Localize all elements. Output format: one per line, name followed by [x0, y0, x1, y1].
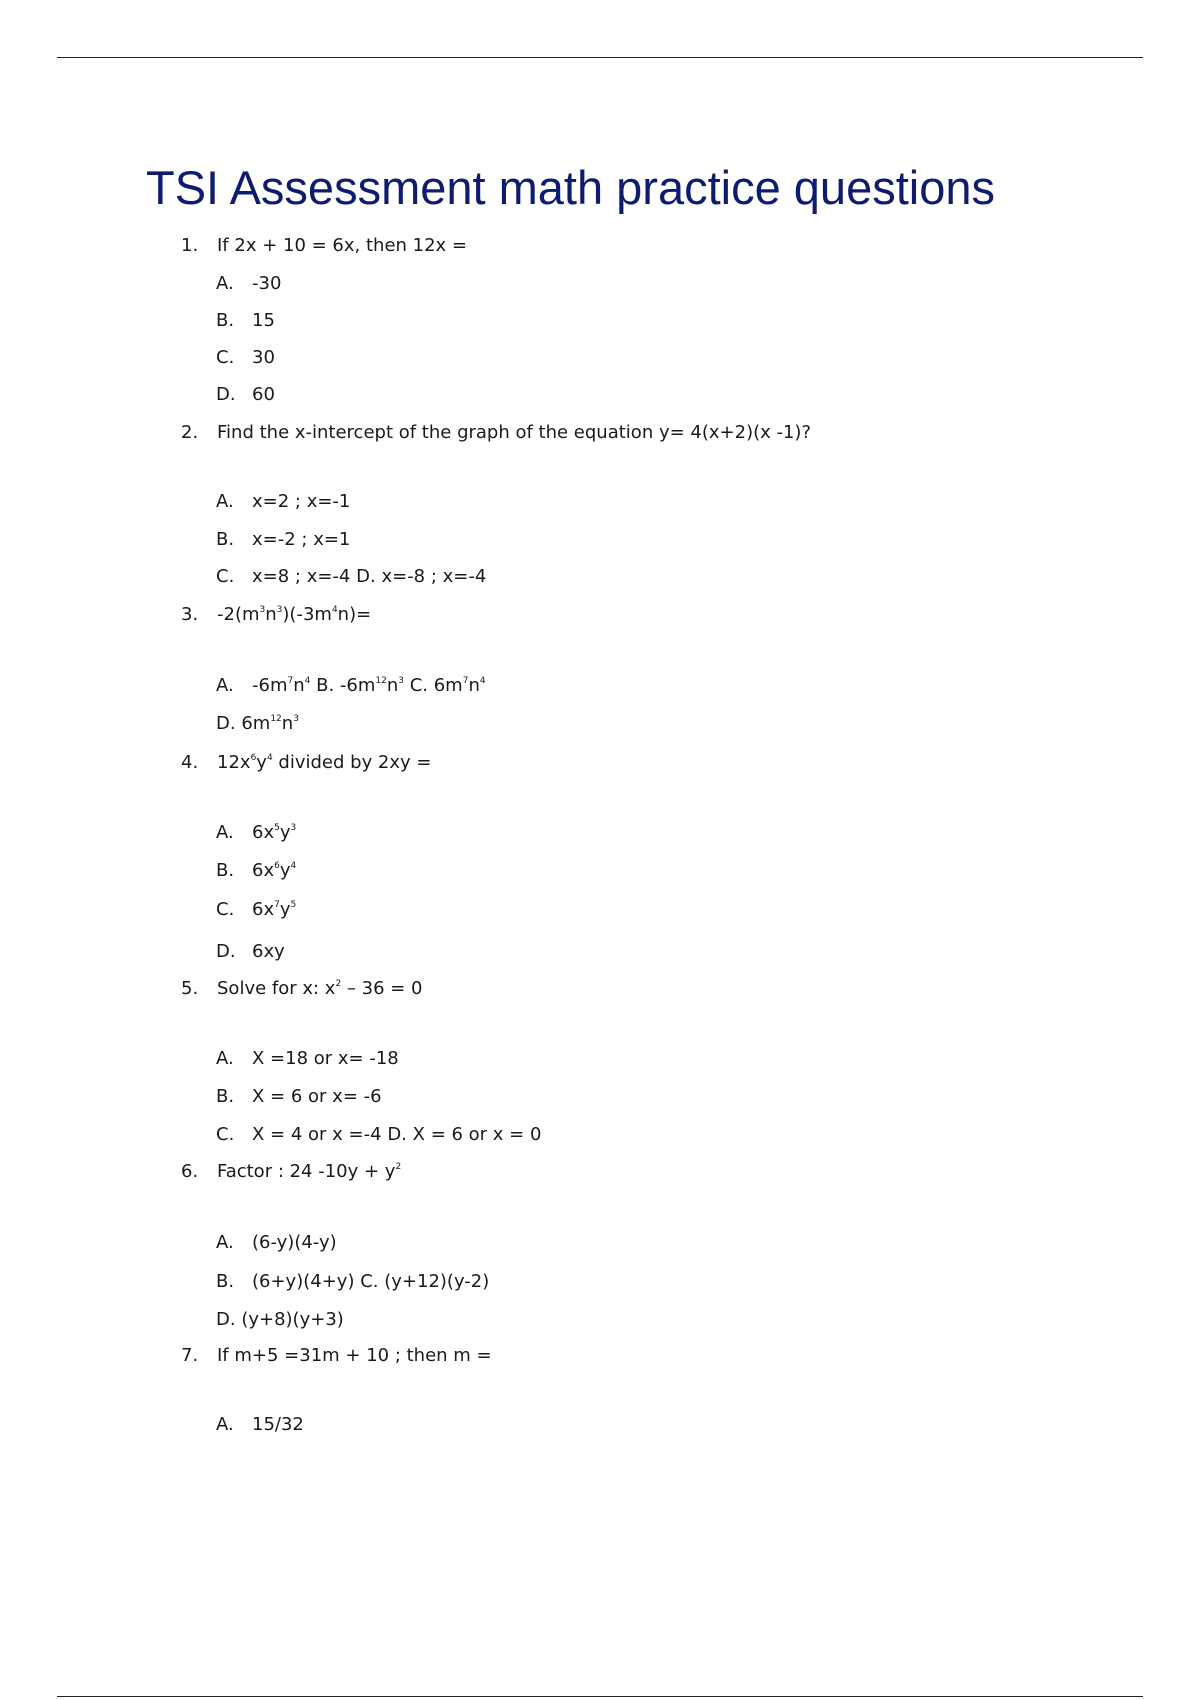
- question-number: 1.: [181, 235, 199, 256]
- bottom-rule: [57, 1696, 1143, 1697]
- option-letter: B.: [216, 1086, 235, 1107]
- option-letter: A.: [216, 1414, 234, 1435]
- option-3a: [216, 675, 486, 696]
- option-text: $6x^7y^5$: [252, 899, 297, 920]
- option-letter: C.: [216, 899, 235, 920]
- option-letter: B.: [216, 860, 235, 881]
- question-text: If m+5 =31m + 10 ; then m =: [217, 1345, 492, 1366]
- option-2a: [216, 491, 350, 512]
- option-text: x=2 ; x=-1: [252, 491, 351, 512]
- option-letter: B.: [216, 529, 235, 550]
- option-letter: B.: [216, 310, 235, 331]
- question-5: [181, 978, 423, 999]
- option-letter: A.: [216, 675, 234, 696]
- option-letter: D.: [216, 713, 236, 734]
- option-text: 15: [252, 310, 275, 331]
- option-letter: A.: [216, 822, 234, 843]
- option-text: (y+8)(y+3): [241, 1309, 344, 1330]
- option-5c: [216, 1124, 541, 1145]
- page-title: TSI Assessment math practice questions: [146, 161, 995, 214]
- question-number: 6.: [181, 1161, 199, 1182]
- option-5b: [216, 1086, 382, 1107]
- question-text: Solve for x: $x^2 - 36 = 0$: [217, 978, 423, 999]
- question-text: Factor : 24 $-10y + y^2$: [217, 1161, 402, 1182]
- option-letter: C.: [216, 347, 235, 368]
- question-7: [181, 1345, 492, 1366]
- option-6a: [216, 1232, 337, 1253]
- question-3: [181, 604, 371, 625]
- option-7a: [216, 1414, 304, 1435]
- option-6d: [216, 1309, 344, 1330]
- inline-option-letter: C.: [360, 1271, 379, 1292]
- option-letter: B.: [216, 1271, 235, 1292]
- question-4: [181, 752, 432, 773]
- inline-option-letter: D.: [387, 1124, 407, 1145]
- option-letter: A.: [216, 491, 234, 512]
- question-1: [181, 235, 467, 256]
- option-text: $-6m^7n^4$ B. $-6m^{12}n^3$ C. $6m^7n^4$: [252, 675, 486, 696]
- option-2c: [216, 566, 486, 587]
- question-number: 7.: [181, 1345, 199, 1366]
- option-6b: [216, 1271, 489, 1292]
- question-text: $-2(m^3n^3)(-3m^4n)=$: [217, 604, 372, 625]
- top-rule: [57, 57, 1143, 58]
- option-letter: D.: [216, 941, 236, 962]
- question-number: 3.: [181, 604, 199, 625]
- option-text: 6xy: [252, 941, 285, 962]
- question-text: $12x^6y^4$ divided by 2xy =: [217, 752, 432, 773]
- option-letter: C.: [216, 1124, 235, 1145]
- option-text: x=-2 ; x=1: [252, 529, 351, 550]
- option-letter: A.: [216, 1048, 234, 1069]
- option-letter: D.: [216, 1309, 236, 1330]
- option-text: $6x^6y^4$: [252, 860, 297, 881]
- option-5a: [216, 1048, 399, 1069]
- option-2b: [216, 529, 350, 550]
- option-letter: A.: [216, 1232, 234, 1253]
- option-1b: [216, 310, 275, 331]
- question-text: Find the x-intercept of the graph of the equation y= 4(x+2)(x -1)?: [217, 422, 812, 443]
- question-number: 4.: [181, 752, 199, 773]
- option-text: 30: [252, 347, 275, 368]
- option-letter: C.: [216, 566, 235, 587]
- option-letter: D.: [216, 384, 236, 405]
- option-4a: [216, 822, 296, 843]
- option-3d: [216, 713, 299, 734]
- option-text: x=8 ; x=-4: [252, 566, 351, 587]
- option-text: X =18 or x= -18: [252, 1048, 399, 1069]
- option-text: -30: [252, 273, 282, 294]
- option-text: X = 6 or x= -6: [252, 1086, 382, 1107]
- option-text: (6-y)(4-y): [252, 1232, 337, 1253]
- option-text: $6x^5y^3$: [252, 822, 297, 843]
- option-text: (6+y)(4+y): [252, 1271, 355, 1292]
- option-1c: [216, 347, 275, 368]
- inline-option-text: x=-8 ; x=-4: [381, 566, 487, 587]
- question-6: [181, 1161, 401, 1182]
- inline-option-letter: D.: [356, 566, 376, 587]
- option-1d: [216, 384, 275, 405]
- question-2: [181, 422, 811, 443]
- option-4b: [216, 860, 296, 881]
- inline-option-text: X = 6 or x = 0: [412, 1124, 542, 1145]
- option-4c: [216, 899, 296, 920]
- option-text: 60: [252, 384, 275, 405]
- option-4d: [216, 941, 285, 962]
- inline-option-text: (y+12)(y-2): [384, 1271, 490, 1292]
- question-number: 2.: [181, 422, 199, 443]
- option-text: 15/32: [252, 1414, 304, 1435]
- question-number: 5.: [181, 978, 199, 999]
- option-text: X = 4 or x =-4: [252, 1124, 382, 1145]
- option-text: $6m^{12}n^3$: [241, 713, 299, 734]
- question-text: If 2x + 10 = 6x, then 12x =: [217, 235, 468, 256]
- option-1a: [216, 273, 281, 294]
- option-letter: A.: [216, 273, 234, 294]
